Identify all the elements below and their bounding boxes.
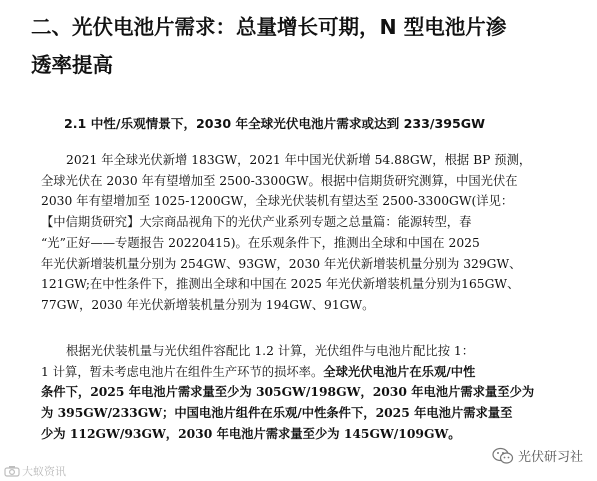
camera-logo-icon — [4, 465, 20, 480]
paragraph-1 — [41, 150, 561, 316]
paragraph-1-line: “光”正好——专题报告 20220415)。在乐观条件下，推测出全球和中国在 2025 — [41, 235, 480, 250]
watermark-left — [4, 463, 66, 480]
paragraph-1-line: 2030 年有望增加至 1025-1200GW，全球光伏装机有望达至 2500-3300GW(详见： — [41, 194, 514, 209]
section-heading-line-1: 二、光伏电池片需求：总量增长可期，N 型电池片渗 — [31, 15, 507, 39]
subsection-heading: 2.1 中性/乐观情景下，2030 年全球光伏电池片需求或达到 233/395GW — [64, 116, 485, 131]
paragraph-2-line: 为 395GW/233GW；中国电池片组件在乐观/中性条件下，2025 年电池片需求量至 — [41, 405, 513, 421]
paragraph-1-line: 2021 年全球光伏新增 183GW，2021 年中国光伏新增 54.88GW，根据 BP 预测， — [66, 153, 532, 167]
watermark-right — [492, 446, 583, 469]
paragraph-1-line: 全球光伏在 2030 年有望增加至 2500-3300GW。根据中信期货研究测算，中国光伏在 — [41, 173, 518, 188]
paragraph-2-line: 少为 112GW/93GW，2030 年电池片需求量至少为 145GW/109GW。 — [41, 425, 461, 441]
paragraph-2 — [41, 341, 561, 445]
section-heading — [31, 8, 571, 84]
paragraph-2-normal-text: 1 计算，暂未考虑电池片在组件生产环节的损坏率。 — [41, 364, 324, 379]
paragraph-2-line: 条件下，2025 年电池片需求量至少为 305GW/198GW，2030 年电池片需求量至少为 — [41, 384, 535, 400]
paragraph-1-line: 121GW;在中性条件下，推测出全球和中国在 2025 年光伏新增装机量分别为165GW、 — [41, 277, 520, 292]
paragraph-1-line: 【中信期货研究】大宗商品视角下的光伏产业系列专题之总量篇：能源转型，春 — [41, 215, 472, 230]
paragraph-2-line — [41, 362, 561, 383]
watermark-right-text: 光伏研习社 — [517, 450, 583, 465]
wechat-icon — [492, 447, 514, 469]
paragraph-2-bold-text: 全球光伏电池片在乐观/中性 — [323, 363, 476, 379]
section-heading-line-2: 透率提高 — [31, 53, 113, 77]
paragraph-1-line: 年光伏新增装机量分别为 254GW、93GW，2030 年光伏新增装机量分别为 329GW、 — [41, 256, 522, 271]
paragraph-1-line: 77GW，2030 年光伏新增装机量分别为 194GW、91GW。 — [41, 297, 375, 312]
paragraph-2-line: 根据光伏装机量与光伏组件容配比 1.2 计算，光伏组件与电池片配比按 1： — [66, 344, 475, 358]
watermark-left-text: 大蚁资讯 — [22, 465, 66, 478]
